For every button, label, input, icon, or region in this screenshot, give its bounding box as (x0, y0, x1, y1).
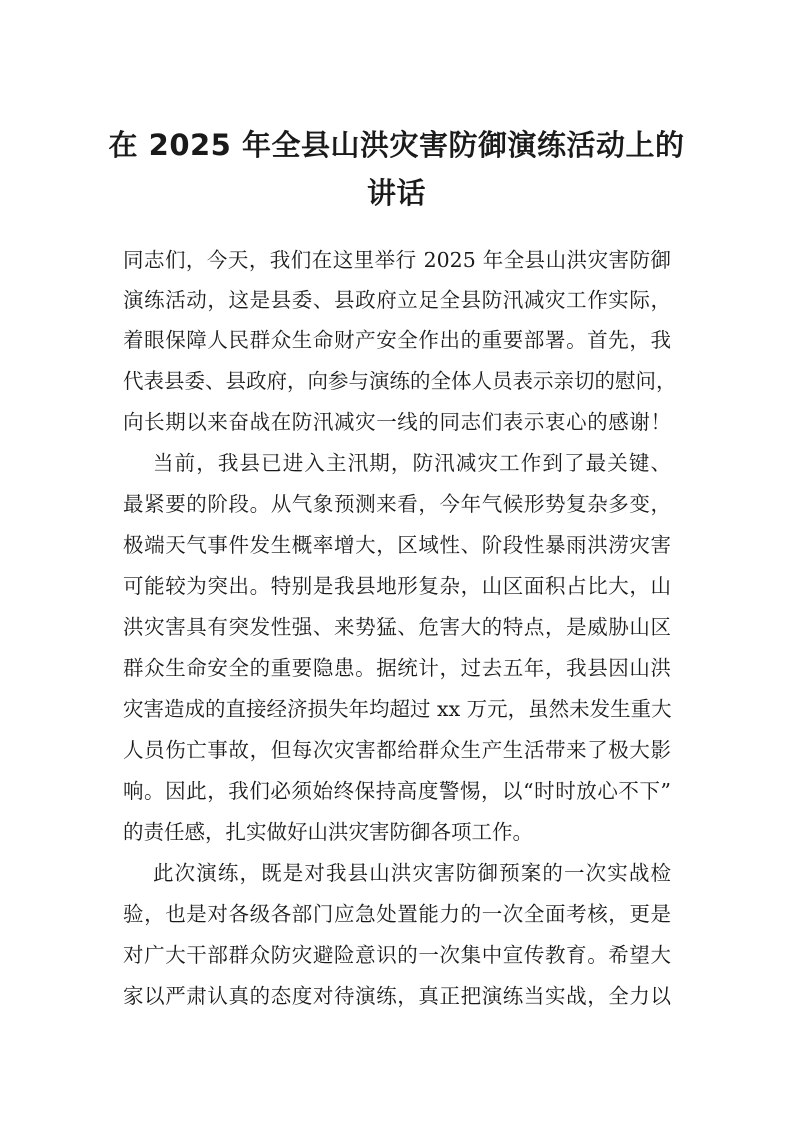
body-line: 可能较为突出。特别是我县地形复杂，山区面积占比大，山 (123, 574, 671, 598)
body-line: 灾害造成的直接经济损失年均超过 xx 万元，虽然未发生重大 (123, 697, 672, 721)
body-line: 的责任感，扎实做好山洪灾害防御各项工作。 (123, 820, 533, 844)
body-line: 极端天气事件发生概率增大，区域性、阶段性暴雨洪涝灾害 (123, 533, 671, 557)
body-line: 洪灾害具有突发性强、来势猛、危害大的特点，是威胁山区 (123, 615, 671, 639)
document-title-line-2: 讲话 (366, 176, 426, 210)
body-line: 家以严肃认真的态度对待演练，真正把演练当实战，全力以 (123, 984, 671, 1008)
document-title-line-1: 在 2025 年全县山洪灾害防御演练活动上的 (108, 128, 685, 162)
body-line: 群众生命安全的重要隐患。据统计，过去五年，我县因山洪 (123, 656, 671, 680)
body-line: 同志们，今天，我们在这里举行 2025 年全县山洪灾害防御 (123, 248, 671, 272)
body-line: 验，也是对各级各部门应急处置能力的一次全面考核，更是 (123, 902, 671, 926)
body-line: 最紧要的阶段。从气象预测来看，今年气候形势复杂多变， (123, 492, 671, 516)
body-line: 演练活动，这是县委、县政府立足全县防汛减灾工作实际， (123, 288, 671, 312)
body-line: 向长期以来奋战在防汛减灾一线的同志们表示衷心的感谢！ (123, 410, 671, 434)
body-line: 当前，我县已进入主汛期，防汛减灾工作到了最关键、 (153, 451, 671, 475)
body-line: 对广大干部群众防灾避险意识的一次集中宣传教育。希望大 (123, 943, 671, 967)
body-line: 着眼保障人民群众生命财产安全作出的重要部署。首先，我 (123, 328, 671, 352)
body-line: 此次演练，既是对我县山洪灾害防御预案的一次实战检 (153, 861, 671, 885)
body-line: 人员伤亡事故，但每次灾害都给群众生产生活带来了极大影 (123, 738, 671, 762)
body-line: 代表县委、县政府，向参与演练的全体人员表示亲切的慰问， (123, 369, 677, 393)
body-line: 响。因此，我们必须始终保持高度警惕，以“时时放心不下” (123, 779, 671, 803)
